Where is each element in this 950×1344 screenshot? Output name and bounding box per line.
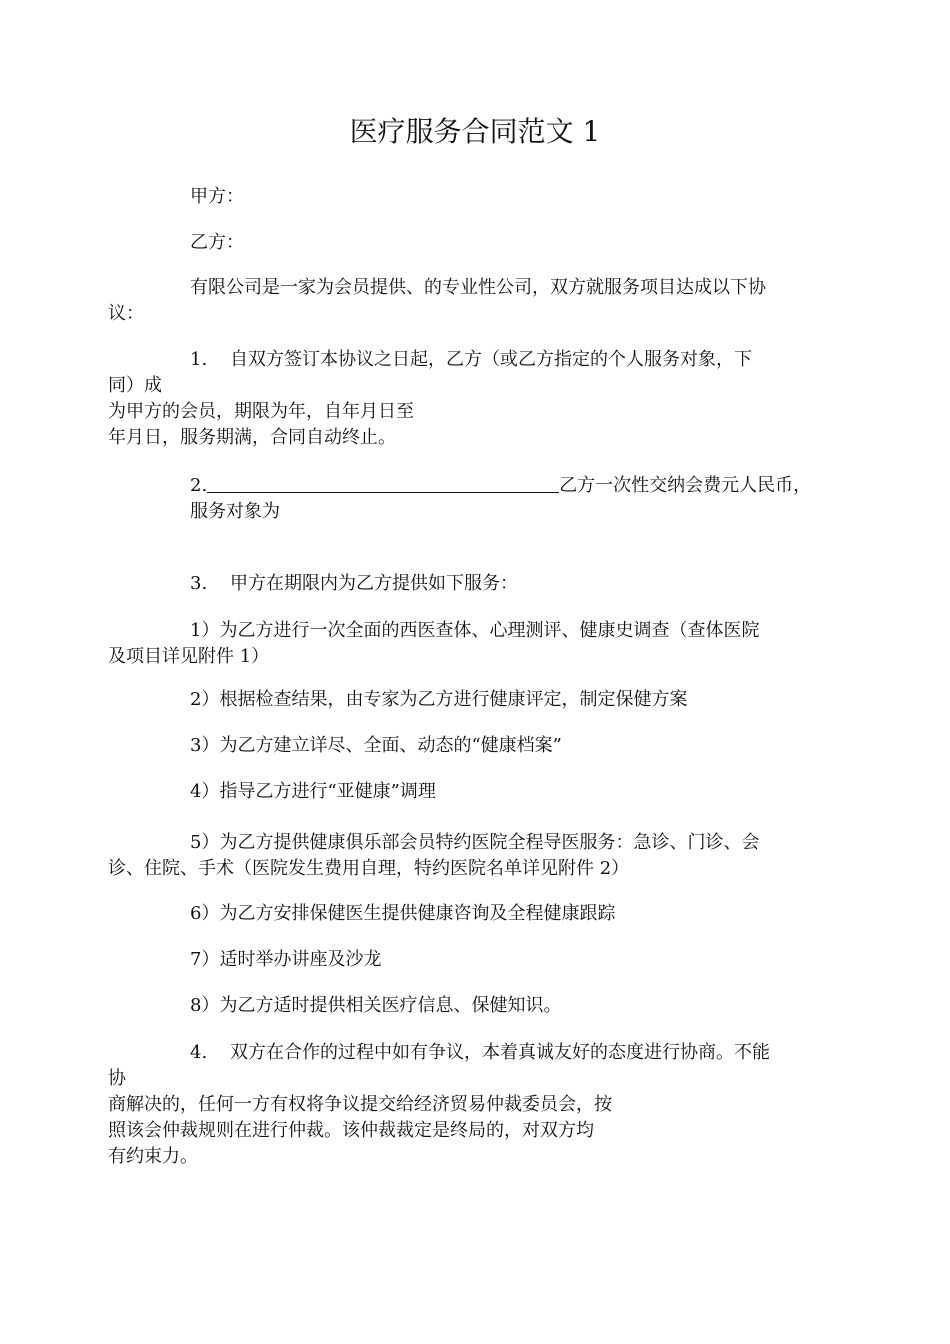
clause-2-number: 2. (190, 475, 208, 496)
clause-4-line-2: 协 (108, 1068, 126, 1089)
party-a-label: 甲方： (190, 186, 244, 207)
blank-fill-line (207, 472, 559, 493)
clause-1-line-1 (190, 346, 752, 374)
clause-4-number: 4. (190, 1042, 208, 1063)
clause-4-line-3: 商解决的，任何一方有权将争议提交给经济贸易仲裁委员会，按 (108, 1094, 612, 1115)
clause-3-text: 甲方在期限内为乙方提供如下服务： (230, 573, 518, 594)
service-2: 2）根据检查结果，由专家为乙方进行健康评定，制定保健方案 (190, 689, 688, 710)
service-1-line-1: 1）为乙方进行一次全面的西医查体、心理测评、健康史调查（查体医院 (190, 620, 760, 641)
clause-3-line-1 (190, 570, 518, 598)
clause-4-line-5: 有约束力。 (108, 1146, 198, 1167)
party-b-label: 乙方： (190, 232, 244, 253)
clause-4-text: 双方在合作的过程中如有争议，本着真诚友好的态度进行协商。不能 (230, 1042, 770, 1063)
clause-1-line-2: 同）成 (108, 375, 162, 396)
clause-1-number: 1. (190, 349, 208, 370)
service-5-line-1: 5）为乙方提供健康俱乐部会员特约医院全程导医服务：急诊、门诊、会 (190, 832, 760, 853)
clause-1-line-3: 为甲方的会员，期限为年，自年月日至 (108, 401, 414, 422)
clause-4-line-1 (190, 1039, 770, 1067)
clause-4-line-4: 照该会仲裁规则在进行仲裁。该仲裁裁定是终局的，对双方均 (108, 1120, 594, 1141)
document-title: 医疗服务合同范文 1 (349, 115, 601, 148)
service-8: 8）为乙方适时提供相关医疗信息、保健知识。 (190, 995, 562, 1016)
intro-line-1: 有限公司是一家为会员提供、的专业性公司，双方就服务项目达成以下协 (190, 277, 766, 298)
service-7: 7）适时举办讲座及沙龙 (190, 949, 382, 970)
intro-line-2: 议： (108, 303, 144, 324)
service-3: 3）为乙方建立详尽、全面、动态的“健康档案” (190, 735, 562, 756)
clause-3-number: 3. (190, 573, 208, 594)
clause-1-text: 自双方签订本协议之日起，乙方（或乙方指定的个人服务对象，下 (230, 349, 752, 370)
clause-2-line-1 (190, 472, 811, 500)
service-6: 6）为乙方安排保健医生提供健康咨询及全程健康跟踪 (190, 903, 616, 924)
clause-2-line-2: 服务对象为 (190, 501, 280, 522)
clause-1-line-4: 年月日，服务期满，合同自动终止。 (108, 427, 396, 448)
service-1-line-2: 及项目详见附件 1） (108, 646, 270, 667)
clause-2-text: 乙方一次性交纳会费元人民币， (559, 475, 812, 496)
service-5-line-2: 诊、住院、手术（医院发生费用自理，特约医院名单详见附件 2） (108, 858, 630, 879)
service-4: 4）指导乙方进行“亚健康”调理 (190, 781, 436, 802)
